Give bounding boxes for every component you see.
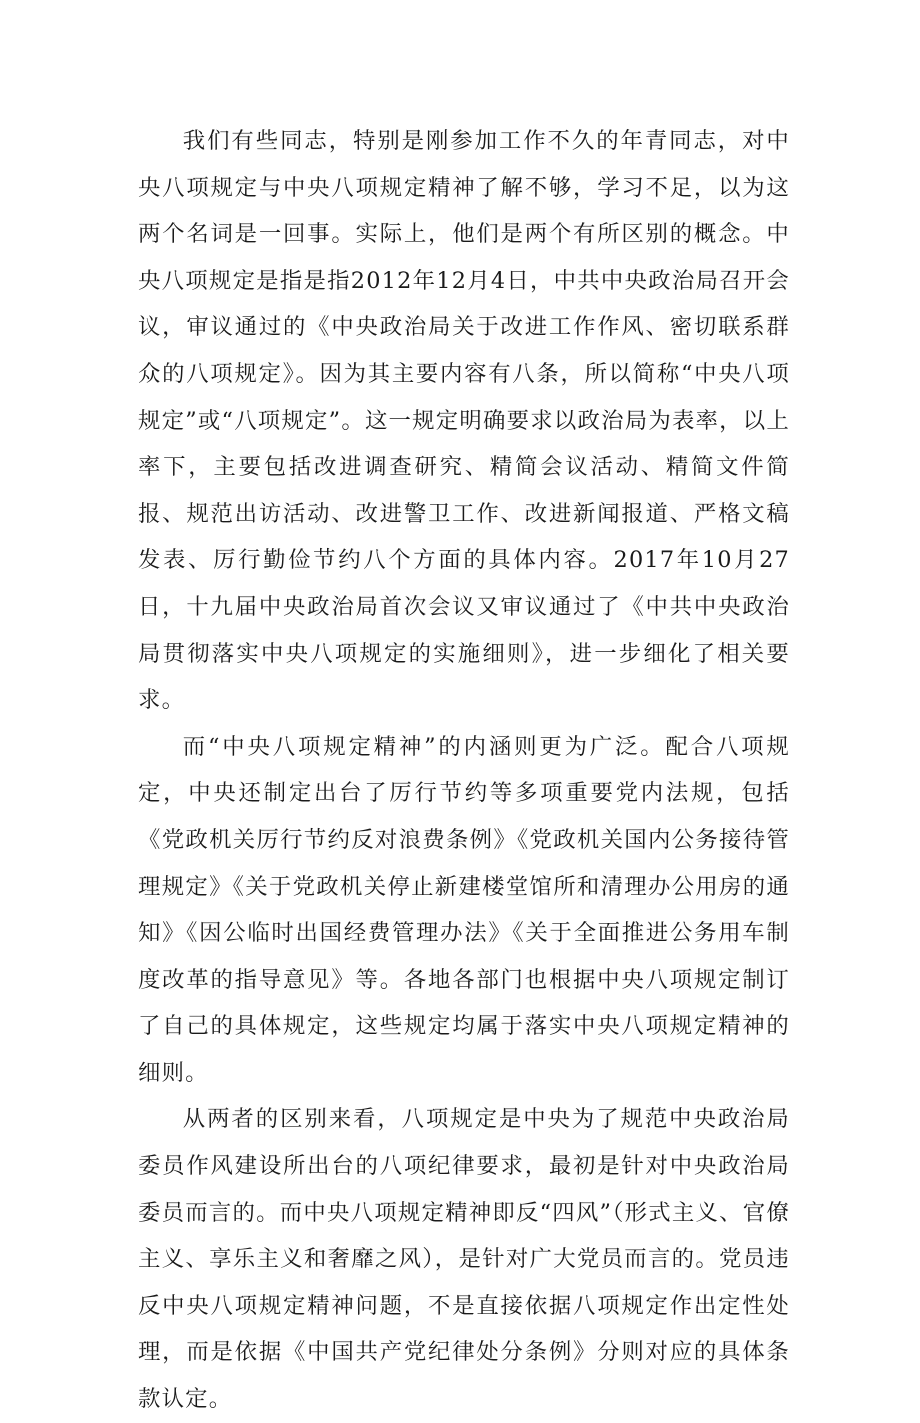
document-body [138, 118, 790, 1423]
paragraph-2: 而“中央八项规定精神”的内涵则更为广泛。配合八项规定，中央还制定出台了厉行节约等多项重要党内法规，包括《党政机关厉行节约反对浪费条例》《党政机关国内公务接待管理规定》《关于党政机关停止新建楼堂馆所和清理办公用房的通知》《因公临时出国经费管理办法》《关于全面推进公务用车制度改革的指导意见》等。各地各部门也根据中央八项规定制订了自己的具体规定，这些规定均属于落实中央八项规定精神的细则。 [138, 733, 790, 1086]
paragraph-1: 我们有些同志，特别是刚参加工作不久的年青同志，对中央八项规定与中央八项规定精神了解不够，学习不足，以为这两个名词是一回事。实际上，他们是两个有所区别的概念。中央八项规定是指是指2012年12月4日，中共中央政治局召开会议，审议通过的《中央政治局关于改进工作作风、密切联系群众的八项规定》。因为其主要内容有八条，所以简称“中央八项规定”或“八项规定”。这一规定明确要求以政治局为表率，以上率下，主要包括改进调查研究、精简会议活动、精简文件简报、规范出访活动、改进警卫工作、改进新闻报道、严格文稿发表、厉行勤俭节约八个方面的具体内容。2017年10月27日，十九届中央政治局首次会议又审议通过了《中共中央政治局贯彻落实中央八项规定的实施细则》，进一步细化了相关要求。 [138, 128, 790, 714]
paragraph-3: 从两者的区别来看，八项规定是中央为了规范中央政治局委员作风建设所出台的八项纪律要求，最初是针对中央政治局委员而言的。而中央八项规定精神即反“四风”（形式主义、官僚主义、享乐主义和奢靡之风），是针对广大党员而言的。党员违反中央八项规定精神问题，不是直接依据八项规定作出定性处理，而是依据《中国共产党纪律处分条例》分则对应的具体条款认定。 [138, 1106, 790, 1413]
